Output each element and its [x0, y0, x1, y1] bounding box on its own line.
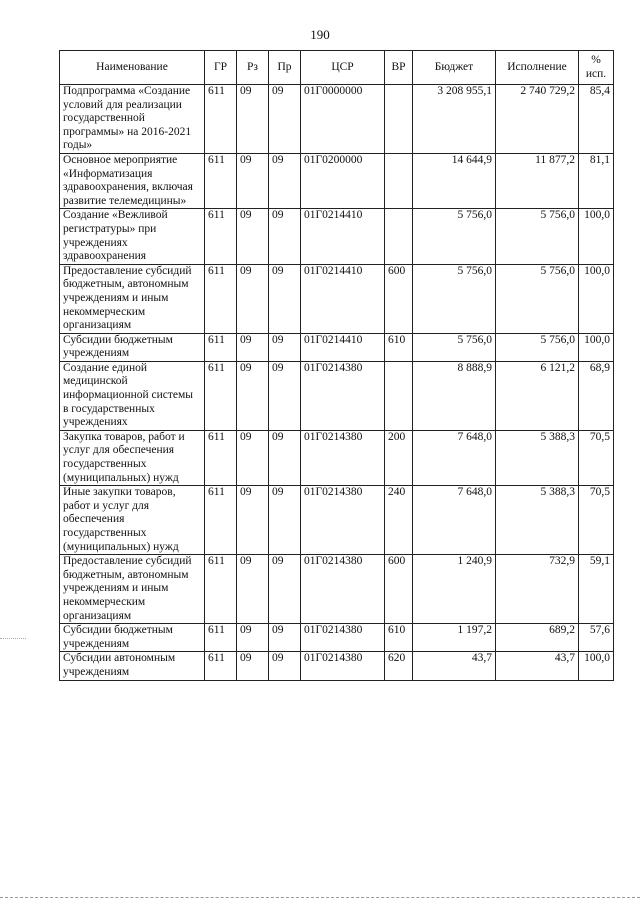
table-row [60, 555, 614, 624]
cell-execution: 5 388,3 [496, 486, 579, 555]
cell-budget: 43,7 [413, 652, 496, 680]
cell-gr: 611 [205, 624, 237, 652]
cell-name: Иные закупки товаров, работ и услуг для обеспечения государственных (муниципальных) нужд [60, 486, 205, 555]
cell-csr: 01Г0214410 [301, 264, 385, 333]
cell-vr: 610 [385, 333, 413, 361]
cell-vr [385, 209, 413, 264]
cell-execution: 6 121,2 [496, 361, 579, 430]
cell-vr: 620 [385, 652, 413, 680]
cell-pr: 09 [269, 153, 301, 208]
cell-execution: 11 877,2 [496, 153, 579, 208]
cell-pr: 09 [269, 486, 301, 555]
table-row [60, 624, 614, 652]
cell-csr: 01Г0214380 [301, 361, 385, 430]
margin-mark [0, 638, 26, 639]
cell-gr: 611 [205, 486, 237, 555]
cell-rz: 09 [237, 652, 269, 680]
header-budget: Бюджет [413, 51, 496, 85]
cell-percent: 68,9 [579, 361, 614, 430]
cell-name: Создание единой медицинской информационной системы в государственных учреждениях [60, 361, 205, 430]
cell-name: Субсидии автономным учреждениям [60, 652, 205, 680]
cell-budget: 8 888,9 [413, 361, 496, 430]
header-rz: Рз [237, 51, 269, 85]
cell-budget: 7 648,0 [413, 486, 496, 555]
page-number: 190 [310, 27, 330, 42]
cell-budget: 5 756,0 [413, 333, 496, 361]
table-row [60, 153, 614, 208]
cell-vr: 240 [385, 486, 413, 555]
budget-execution-table [59, 50, 614, 681]
table-row [60, 85, 614, 154]
cell-pr: 09 [269, 209, 301, 264]
cell-execution: 732,9 [496, 555, 579, 624]
cell-execution: 2 740 729,2 [496, 85, 579, 154]
cell-gr: 611 [205, 264, 237, 333]
cell-rz: 09 [237, 555, 269, 624]
cell-csr: 01Г0214380 [301, 486, 385, 555]
cell-execution: 5 756,0 [496, 333, 579, 361]
cell-csr: 01Г0000000 [301, 85, 385, 154]
cell-percent: 100,0 [579, 333, 614, 361]
cell-pr: 09 [269, 652, 301, 680]
cell-gr: 611 [205, 209, 237, 264]
header-csr: ЦСР [301, 51, 385, 85]
cell-gr: 611 [205, 153, 237, 208]
cell-budget: 1 240,9 [413, 555, 496, 624]
cell-gr: 611 [205, 555, 237, 624]
cell-gr: 611 [205, 361, 237, 430]
cell-rz: 09 [237, 209, 269, 264]
cell-rz: 09 [237, 85, 269, 154]
header-gr: ГР [205, 51, 237, 85]
cell-csr: 01Г0214380 [301, 430, 385, 485]
cell-vr: 600 [385, 555, 413, 624]
table-row [60, 264, 614, 333]
cell-execution: 5 756,0 [496, 209, 579, 264]
header-percent: % исп. [579, 51, 614, 85]
cell-percent: 100,0 [579, 264, 614, 333]
cell-budget: 3 208 955,1 [413, 85, 496, 154]
cell-percent: 70,5 [579, 430, 614, 485]
table-row [60, 209, 614, 264]
cell-percent: 57,6 [579, 624, 614, 652]
table-row [60, 361, 614, 430]
cell-pr: 09 [269, 430, 301, 485]
cell-execution: 5 388,3 [496, 430, 579, 485]
cell-budget: 14 644,9 [413, 153, 496, 208]
cell-csr: 01Г0214380 [301, 555, 385, 624]
cell-gr: 611 [205, 652, 237, 680]
cell-execution: 43,7 [496, 652, 579, 680]
cell-name: Субсидии бюджетным учреждениям [60, 333, 205, 361]
cell-csr: 01Г0214380 [301, 652, 385, 680]
cell-rz: 09 [237, 361, 269, 430]
cell-rz: 09 [237, 264, 269, 333]
bottom-rule [0, 897, 640, 898]
cell-vr [385, 85, 413, 154]
table-row [60, 486, 614, 555]
table-row [60, 652, 614, 680]
cell-rz: 09 [237, 153, 269, 208]
cell-gr: 611 [205, 85, 237, 154]
cell-csr: 01Г0214380 [301, 624, 385, 652]
cell-percent: 85,4 [579, 85, 614, 154]
cell-percent: 100,0 [579, 652, 614, 680]
cell-budget: 7 648,0 [413, 430, 496, 485]
cell-percent: 81,1 [579, 153, 614, 208]
cell-percent: 70,5 [579, 486, 614, 555]
cell-vr [385, 153, 413, 208]
header-vr: ВР [385, 51, 413, 85]
cell-gr: 611 [205, 430, 237, 485]
cell-budget: 5 756,0 [413, 209, 496, 264]
cell-name: Предоставление субсидий бюджетным, автономным учреждениям и иным некоммерческим организациям [60, 555, 205, 624]
cell-csr: 01Г0214410 [301, 333, 385, 361]
cell-pr: 09 [269, 85, 301, 154]
cell-pr: 09 [269, 624, 301, 652]
cell-rz: 09 [237, 486, 269, 555]
cell-csr: 01Г0200000 [301, 153, 385, 208]
cell-name: Закупка товаров, работ и услуг для обеспечения государственных (муниципальных) нужд [60, 430, 205, 485]
cell-rz: 09 [237, 624, 269, 652]
cell-pr: 09 [269, 555, 301, 624]
cell-budget: 1 197,2 [413, 624, 496, 652]
cell-rz: 09 [237, 333, 269, 361]
cell-csr: 01Г0214410 [301, 209, 385, 264]
cell-name: Субсидии бюджетным учреждениям [60, 624, 205, 652]
cell-name: Создание «Вежливой регистратуры» при учреждениях здравоохранения [60, 209, 205, 264]
table-header-row [60, 51, 614, 85]
cell-vr: 200 [385, 430, 413, 485]
cell-name: Подпрограмма «Создание условий для реализации государственной программы» на 2016-2021 годы» [60, 85, 205, 154]
cell-pr: 09 [269, 333, 301, 361]
cell-gr: 611 [205, 333, 237, 361]
cell-vr [385, 361, 413, 430]
cell-rz: 09 [237, 430, 269, 485]
table-body [60, 85, 614, 681]
cell-percent: 59,1 [579, 555, 614, 624]
cell-execution: 5 756,0 [496, 264, 579, 333]
cell-percent: 100,0 [579, 209, 614, 264]
header-execution: Исполнение [496, 51, 579, 85]
header-name: Наименование [60, 51, 205, 85]
cell-vr: 610 [385, 624, 413, 652]
cell-pr: 09 [269, 264, 301, 333]
cell-vr: 600 [385, 264, 413, 333]
cell-name: Основное мероприятие «Информатизация здравоохранения, включая развитие телемедицины» [60, 153, 205, 208]
table-row [60, 430, 614, 485]
cell-pr: 09 [269, 361, 301, 430]
header-pr: Пр [269, 51, 301, 85]
cell-budget: 5 756,0 [413, 264, 496, 333]
cell-execution: 689,2 [496, 624, 579, 652]
table-row [60, 333, 614, 361]
cell-name: Предоставление субсидий бюджетным, автономным учреждениям и иным некоммерческим организациям [60, 264, 205, 333]
